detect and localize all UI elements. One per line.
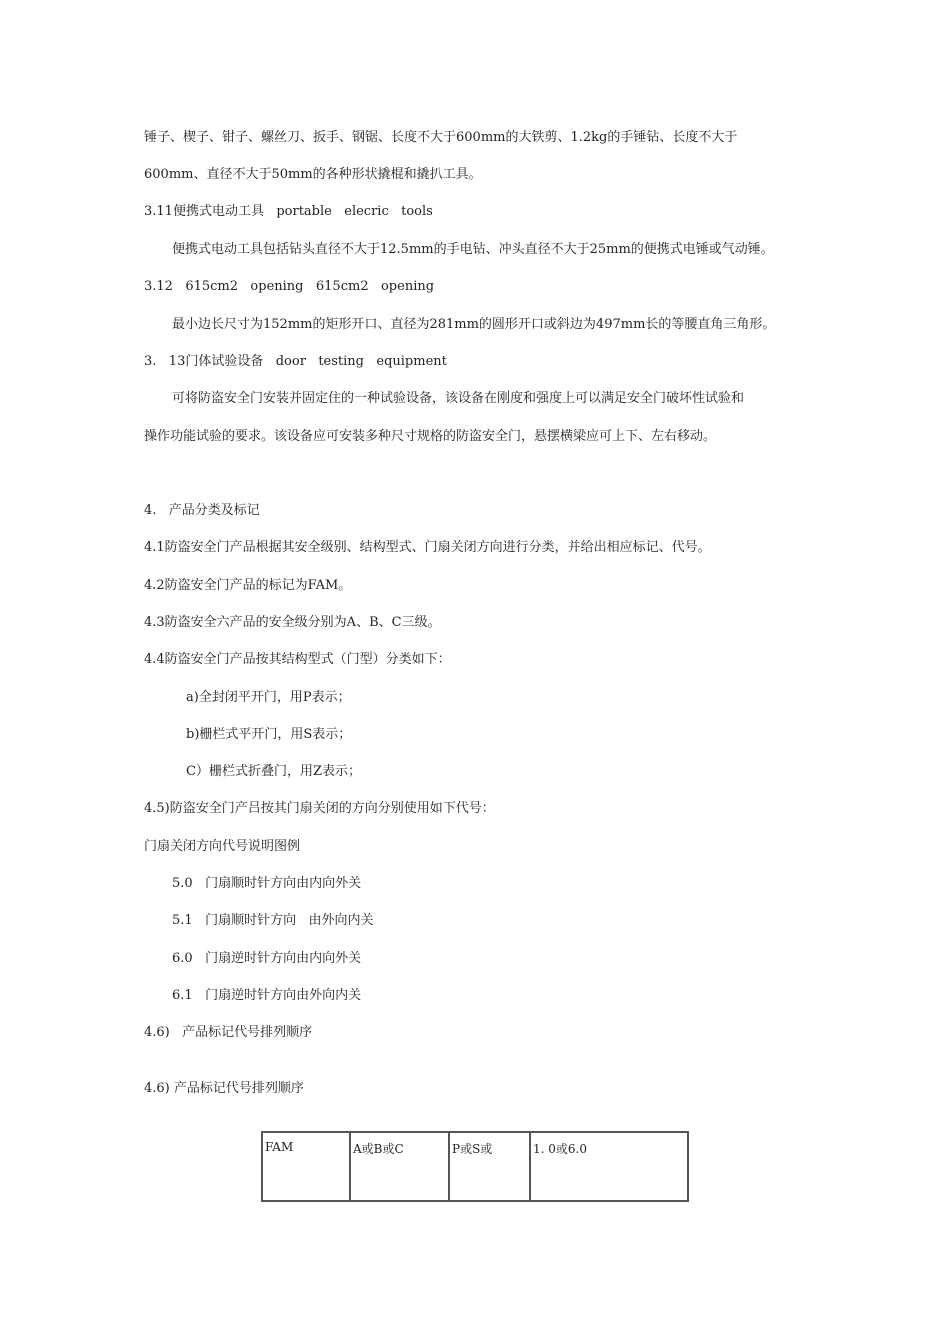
- text-line: 4.1防盗安全门产品根据其安全级别、结构型式、门扇关闭方向进行分类，并给出相应标记、代号。: [144, 540, 711, 555]
- text-line: 便携式电动工具包括钻头直径不大于12.5mm的手电钻、冲头直径不大于25mm的便携式电锤或气动锤。: [172, 242, 774, 257]
- text-line: 4.4防盗安全门产品按其结构型式（门型）分类如下：: [144, 652, 451, 667]
- table-cell: 1. 0或6.0: [533, 1142, 587, 1156]
- section-heading-3-13: 3. 13门体试验设备 door testing equipment: [144, 354, 447, 369]
- text-line: 4.6) 产品标记代号排列顺序: [144, 1081, 304, 1096]
- text-line: 最小边长尺寸为152mm的矩形开口、直径为281mm的圆形开口或斜边为497mm长的等腰直角三角形。: [172, 317, 776, 332]
- section-heading-4: 4. 产品分类及标记: [144, 503, 260, 518]
- list-item: 5.0 门扇顺时针方向由内向外关: [172, 876, 362, 891]
- text-line: 600mm、直径不大于50mm的各种形状撬棍和撬扒工具。: [144, 167, 482, 182]
- table-cell: A或B或C: [351, 1133, 450, 1200]
- text-line: 可将防盗安全门安装并固定住的一种试验设备，该设备在刚度和强度上可以满足安全门破坏性试验和: [172, 391, 745, 406]
- list-item: 6.0 门扇逆时针方向由内向外关: [172, 951, 362, 966]
- list-item: 5.1 门扇顺时针方向 由外向内关: [172, 913, 374, 928]
- section-heading-3-11: 3.11便携式电动工具 portable elecric tools: [144, 204, 433, 219]
- text-line: 门扇关闭方向代号说明图例: [144, 839, 301, 854]
- text-line: 操作功能试验的要求。该设备应可安装多种尺寸规格的防盗安全门，悬摆横梁应可上下、左右移动。: [144, 429, 717, 444]
- text-line: 锤子、楔子、钳子、螺丝刀、扳手、钢锯、长度不大于600mm的大铁剪、1.2kg的手锤钻、长度不大于: [144, 130, 738, 145]
- table-cell: P或S或: [450, 1133, 531, 1200]
- text-line: 4.6) 产品标记代号排列顺序: [144, 1025, 313, 1040]
- marking-code-table: [261, 1131, 689, 1202]
- text-line: 4.2防盗安全门产品的标记为FAM。: [144, 578, 352, 593]
- text-line: 4.5)防盗安全门产吕按其门扇关闭的方向分别使用如下代号：: [144, 801, 495, 816]
- list-item: b)栅栏式平开门，用S表示；: [186, 727, 352, 742]
- list-item: a)全封闭平开门，用P表示；: [186, 690, 351, 705]
- table-cell: FAM: [263, 1133, 351, 1200]
- text-line: 4.3防盗安全六产品的安全级分别为A、B、C三级。: [144, 615, 441, 630]
- list-item: C）栅栏式折叠门，用Z表示；: [186, 764, 361, 779]
- section-heading-3-12: 3.12 615cm2 opening 615cm2 opening: [144, 279, 435, 294]
- list-item: 6.1 门扇逆时针方向由外向内关: [172, 988, 362, 1003]
